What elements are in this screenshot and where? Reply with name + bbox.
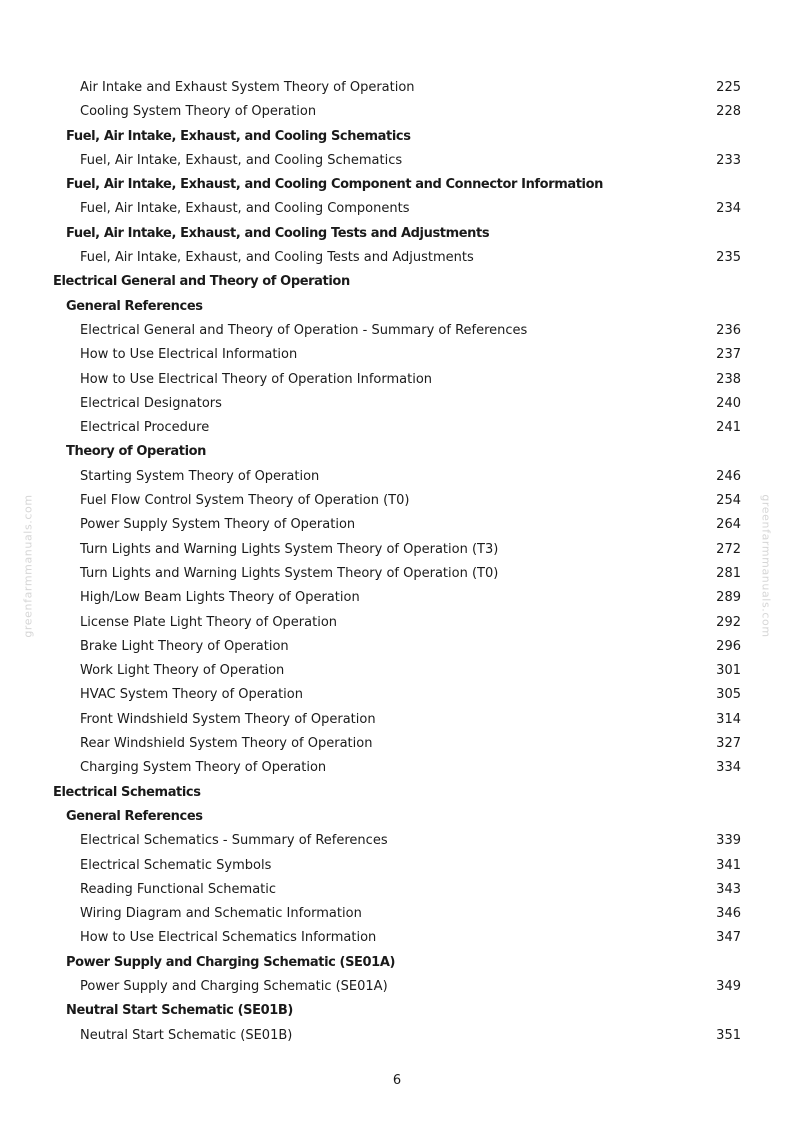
toc-subsection-heading xyxy=(0,295,794,319)
toc-entry-page-number: 351 xyxy=(716,1027,741,1043)
toc-subsection-heading xyxy=(0,173,794,197)
toc-entry-title: Fuel, Air Intake, Exhaust, and Cooling Schematics xyxy=(80,152,403,168)
toc-entry[interactable] xyxy=(0,343,794,367)
watermark-right: greenfarmmanuals.com xyxy=(759,494,773,638)
toc-entry-page-number: 233 xyxy=(716,152,741,168)
toc-entry-title: HVAC System Theory of Operation xyxy=(80,687,303,703)
toc-entry-title: Neutral Start Schematic (SE01B) xyxy=(66,1003,293,1019)
toc-entry[interactable] xyxy=(0,538,794,562)
toc-entry-page-number: 236 xyxy=(716,322,741,338)
toc-entry-page-number: 237 xyxy=(716,347,741,363)
watermark-left: greenfarmmanuals.com xyxy=(21,494,35,638)
toc-entry[interactable] xyxy=(0,659,794,683)
toc-subsection-heading xyxy=(0,999,794,1023)
toc-entry-page-number: 327 xyxy=(716,736,741,752)
toc-entry-page-number: 246 xyxy=(716,468,741,484)
toc-entry[interactable] xyxy=(0,149,794,173)
toc-entry[interactable] xyxy=(0,683,794,707)
toc-entry-page-number: 301 xyxy=(716,663,741,679)
toc-subsection-heading xyxy=(0,951,794,975)
toc-entry-page-number: 289 xyxy=(716,590,741,606)
toc-entry[interactable] xyxy=(0,513,794,537)
toc-entry-title: Electrical Schematic Symbols xyxy=(80,857,272,873)
toc-entry-title: License Plate Light Theory of Operation xyxy=(80,614,338,630)
toc-entry[interactable] xyxy=(0,878,794,902)
toc-entry-page-number: 238 xyxy=(716,371,741,387)
toc-entry-page-number: 343 xyxy=(716,881,741,897)
toc-entry[interactable] xyxy=(0,708,794,732)
toc-entry[interactable] xyxy=(0,392,794,416)
toc-entry-page-number: 241 xyxy=(716,420,741,436)
toc-entry-page-number: 341 xyxy=(716,857,741,873)
toc-entry[interactable] xyxy=(0,197,794,221)
table-of-contents xyxy=(0,76,794,1048)
toc-entry-title: Front Windshield System Theory of Operation xyxy=(80,711,376,727)
toc-entry-title: Power Supply and Charging Schematic (SE01A) xyxy=(80,978,388,994)
toc-entry-title: Wiring Diagram and Schematic Information xyxy=(80,906,362,922)
toc-entry[interactable] xyxy=(0,465,794,489)
toc-entry[interactable] xyxy=(0,902,794,926)
toc-entry[interactable] xyxy=(0,611,794,635)
toc-entry-page-number: 347 xyxy=(716,930,741,946)
toc-entry[interactable] xyxy=(0,319,794,343)
toc-entry-title: Work Light Theory of Operation xyxy=(80,663,285,679)
toc-entry-title: Theory of Operation xyxy=(66,444,207,460)
toc-entry-title: Electrical Schematics - Summary of References xyxy=(80,833,388,849)
toc-entry-title: How to Use Electrical Theory of Operation Information xyxy=(80,371,433,387)
toc-entry-page-number: 292 xyxy=(716,614,741,630)
toc-entry[interactable] xyxy=(0,854,794,878)
toc-entry-title: Electrical Schematics xyxy=(53,784,201,800)
toc-section-heading xyxy=(0,270,794,294)
toc-entry[interactable] xyxy=(0,489,794,513)
toc-entry-title: Rear Windshield System Theory of Operation xyxy=(80,736,373,752)
toc-entry-title: Starting System Theory of Operation xyxy=(80,468,320,484)
toc-entry[interactable] xyxy=(0,829,794,853)
toc-entry[interactable] xyxy=(0,926,794,950)
toc-entry-title: Electrical General and Theory of Operation xyxy=(53,274,350,290)
toc-entry-title: General References xyxy=(66,808,203,824)
toc-entry-title: Fuel, Air Intake, Exhaust, and Cooling Tests and Adjustments xyxy=(66,225,490,241)
toc-entry-title: Turn Lights and Warning Lights System Theory of Operation (T0) xyxy=(80,565,499,581)
toc-entry-title: Reading Functional Schematic xyxy=(80,881,277,897)
toc-entry-title: How to Use Electrical Information xyxy=(80,347,298,363)
toc-entry-title: Neutral Start Schematic (SE01B) xyxy=(80,1027,293,1043)
toc-entry[interactable] xyxy=(0,756,794,780)
toc-entry-title: High/Low Beam Lights Theory of Operation xyxy=(80,590,360,606)
toc-entry-page-number: 235 xyxy=(716,250,741,266)
toc-entry-page-number: 240 xyxy=(716,395,741,411)
toc-subsection-heading xyxy=(0,222,794,246)
toc-entry[interactable] xyxy=(0,732,794,756)
toc-entry[interactable] xyxy=(0,635,794,659)
toc-entry-title: Electrical Procedure xyxy=(80,420,210,436)
toc-entry-title: General References xyxy=(66,298,203,314)
toc-subsection-heading xyxy=(0,440,794,464)
toc-entry-title: Electrical Designators xyxy=(80,395,222,411)
toc-entry-page-number: 272 xyxy=(716,541,741,557)
page-number: 6 xyxy=(392,1073,402,1088)
toc-entry-title: Fuel, Air Intake, Exhaust, and Cooling Components xyxy=(80,201,410,217)
toc-entry-page-number: 234 xyxy=(716,201,741,217)
toc-entry[interactable] xyxy=(0,100,794,124)
toc-subsection-heading xyxy=(0,805,794,829)
toc-section-heading xyxy=(0,781,794,805)
toc-entry-title: Power Supply System Theory of Operation xyxy=(80,517,356,533)
toc-entry-title: Brake Light Theory of Operation xyxy=(80,638,289,654)
toc-entry-page-number: 228 xyxy=(716,104,741,120)
toc-entry-title: Fuel, Air Intake, Exhaust, and Cooling Tests and Adjustments xyxy=(80,250,474,266)
toc-entry-title: Charging System Theory of Operation xyxy=(80,760,327,776)
toc-entry-page-number: 254 xyxy=(716,493,741,509)
toc-entry-title: Electrical General and Theory of Operation - Summary of References xyxy=(80,322,528,338)
toc-entry[interactable] xyxy=(0,76,794,100)
toc-entry-page-number: 349 xyxy=(716,978,741,994)
toc-entry[interactable] xyxy=(0,416,794,440)
toc-entry-title: How to Use Electrical Schematics Information xyxy=(80,930,377,946)
toc-entry-page-number: 346 xyxy=(716,906,741,922)
toc-entry-title: Fuel, Air Intake, Exhaust, and Cooling Schematics xyxy=(66,128,411,144)
toc-entry-page-number: 264 xyxy=(716,517,741,533)
toc-entry-page-number: 296 xyxy=(716,638,741,654)
toc-entry-page-number: 314 xyxy=(716,711,741,727)
toc-entry-page-number: 339 xyxy=(716,833,741,849)
toc-entry-page-number: 334 xyxy=(716,760,741,776)
toc-entry-page-number: 281 xyxy=(716,565,741,581)
toc-entry-title: Turn Lights and Warning Lights System Theory of Operation (T3) xyxy=(80,541,499,557)
toc-entry[interactable] xyxy=(0,562,794,586)
toc-entry[interactable] xyxy=(0,975,794,999)
toc-entry-title: Power Supply and Charging Schematic (SE01A) xyxy=(66,954,396,970)
toc-entry[interactable] xyxy=(0,246,794,270)
toc-entry-title: Fuel, Air Intake, Exhaust, and Cooling Component and Connector Information xyxy=(66,177,603,193)
toc-entry[interactable] xyxy=(0,1024,794,1048)
toc-entry[interactable] xyxy=(0,368,794,392)
toc-entry[interactable] xyxy=(0,586,794,610)
toc-entry-title: Cooling System Theory of Operation xyxy=(80,104,317,120)
toc-entry-page-number: 225 xyxy=(716,80,741,95)
toc-entry-page-number: 305 xyxy=(716,687,741,703)
toc-entry-title: Air Intake and Exhaust System Theory of Operation xyxy=(80,80,415,95)
toc-entry-title: Fuel Flow Control System Theory of Operation (T0) xyxy=(80,493,410,509)
toc-subsection-heading xyxy=(0,125,794,149)
